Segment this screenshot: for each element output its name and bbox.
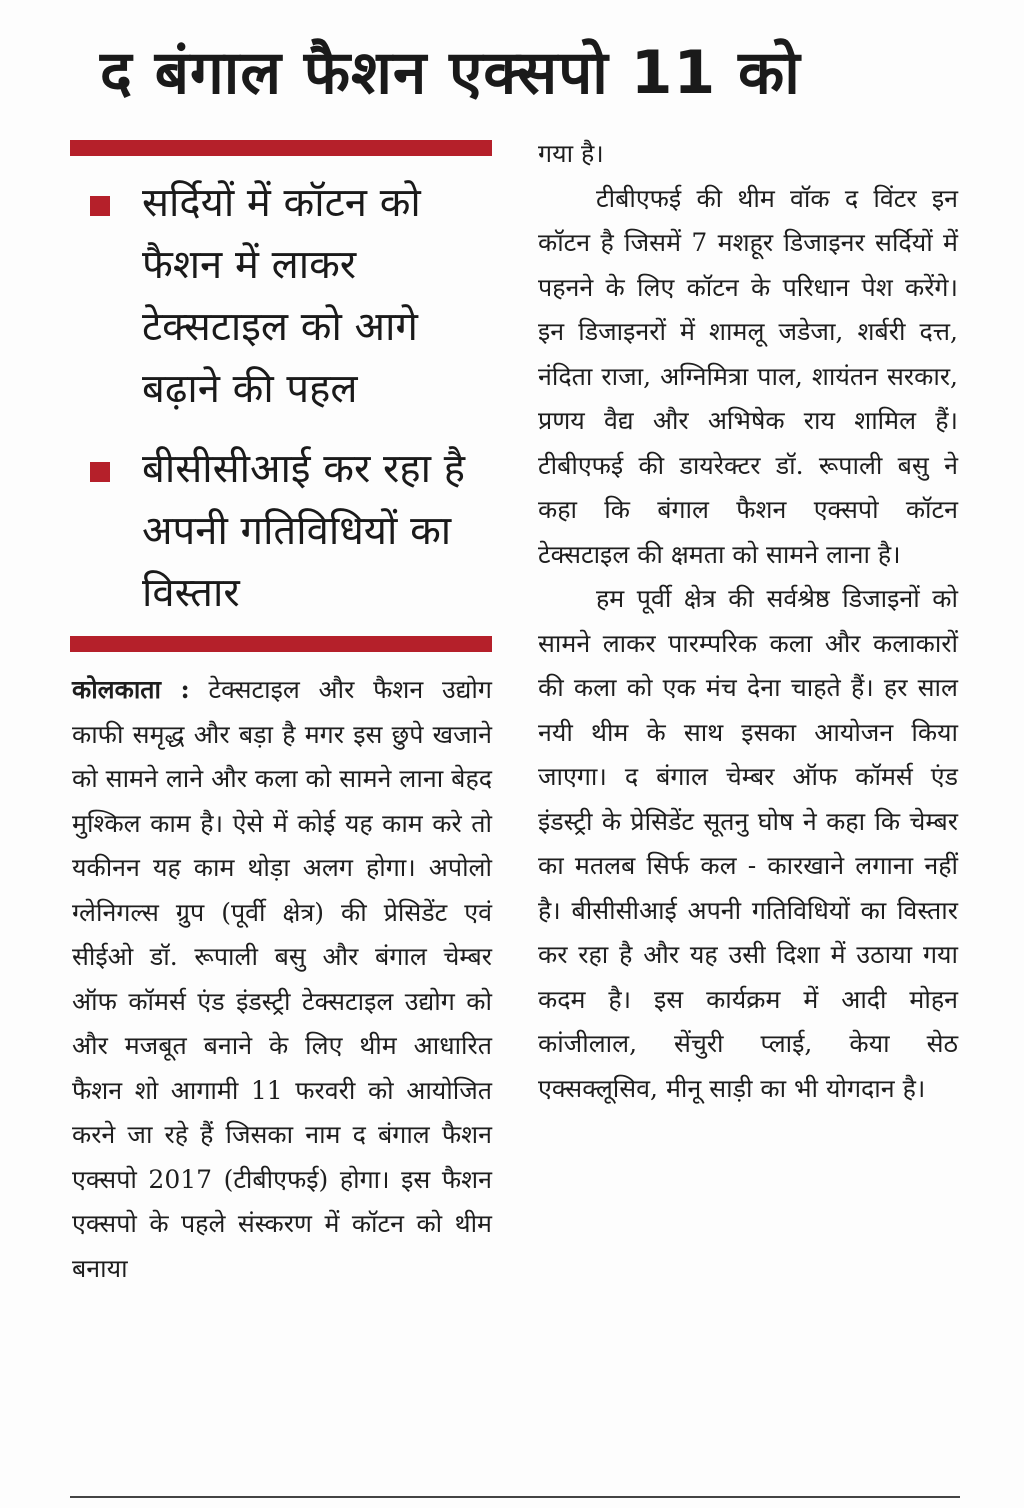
article-column-left [72, 668, 492, 1291]
article-paragraph: हम पूर्वी क्षेत्र की सर्वश्रेष्ठ डिजाइनों को सामने लाकर पारम्परिक कला और कलाकारों की कला को एक मंच देना चाहते हैं। हर साल नयी थीम के साथ इसका आयोजन किया जाएगा। द बंगाल चेम्बर ऑफ कॉमर्स एंड इंडस्ट्री के प्रेसिडेंट सूतनु घोष ने कहा कि चेम्बर का मतलब सिर्फ कल - कारखाने लगाना नहीं है। बीसीसीआई अपनी गतिविधियों का विस्तार कर रहा है और यह उसी दिशा में उठाया गया कदम है। इस कार्यक्रम में आदी मोहन कांजीलाल, सेंचुरी प्लाई, केया सेठ एक्सक्लूसिव, मीनू साड़ी का भी योगदान है। [538, 584, 958, 1103]
article-paragraph: टीबीएफई की थीम वॉक द विंटर इन कॉटन है जिसमें 7 मशहूर डिजाइनर सर्दियों में पहनने के लिए कॉटन के परिधान पेश करेंगे। इन डिजाइनरों में शामलू जडेजा, शर्बरी दत्त, नंदिता राजा, अग्निमित्रा पाल, शायंतन सरकार, प्रणय वैद्य और अभिषेक राय शामिल हैं। टीबीएफई की डायरेक्टर डॉ. रूपाली बसु ने कहा कि बंगाल फैशन एक्सपो कॉटन टेक्सटाइल की क्षमता को सामने लाना है। [538, 183, 958, 569]
headline: द बंगाल फैशन एक्सपो 11 को [100, 38, 801, 108]
highlight-text: बीसीसीआई कर रहा है अपनी गतिविधियों का विस्तार [142, 446, 465, 616]
square-bullet-icon [90, 196, 110, 216]
highlight-text: सर्दियों में कॉटन को फैशन में लाकर टेक्सटाइल को आगे बढ़ाने की पहल [142, 180, 421, 412]
dateline: कोलकाता : [72, 675, 190, 704]
article-lead-paragraph [72, 668, 492, 1291]
square-bullet-icon [90, 462, 110, 482]
highlight-item [84, 438, 492, 624]
article-lead-text: टेक्सटाइल और फैशन उद्योग काफी समृद्ध और बड़ा है मगर इस छुपे खजाने को सामने लाने और कला को सामने लाना बेहद मुश्किल काम है। ऐसे में कोई यह काम करे तो यकीनन यह काम थोड़ा अलग होगा। अपोलो ग्लेनिगल्स ग्रुप (पूर्वी क्षेत्र) की प्रेसिडेंट एवं सीईओ डॉ. रूपाली बसु और बंगाल चेम्बर ऑफ कॉमर्स एंड इंडस्ट्री टेक्सटाइल उद्योग को और मजबूत बनाने के लिए थीम आधारित फैशन शो आगामी 11 फरवरी को आयोजित करने जा रहे हैं जिसका नाम द बंगाल फैशन एक्सपो 2017 (टीबीएफई) होगा। इस फैशन एक्सपो के पहले संस्करण में कॉटन को थीम बनाया [72, 675, 492, 1283]
bottom-divider [70, 1496, 960, 1498]
highlight-item [84, 172, 492, 420]
article-column-right [538, 132, 958, 1111]
red-divider-middle [70, 636, 492, 652]
highlights-box [84, 172, 492, 642]
article-paragraph: गया है। [538, 139, 604, 168]
red-divider-top [70, 140, 492, 156]
